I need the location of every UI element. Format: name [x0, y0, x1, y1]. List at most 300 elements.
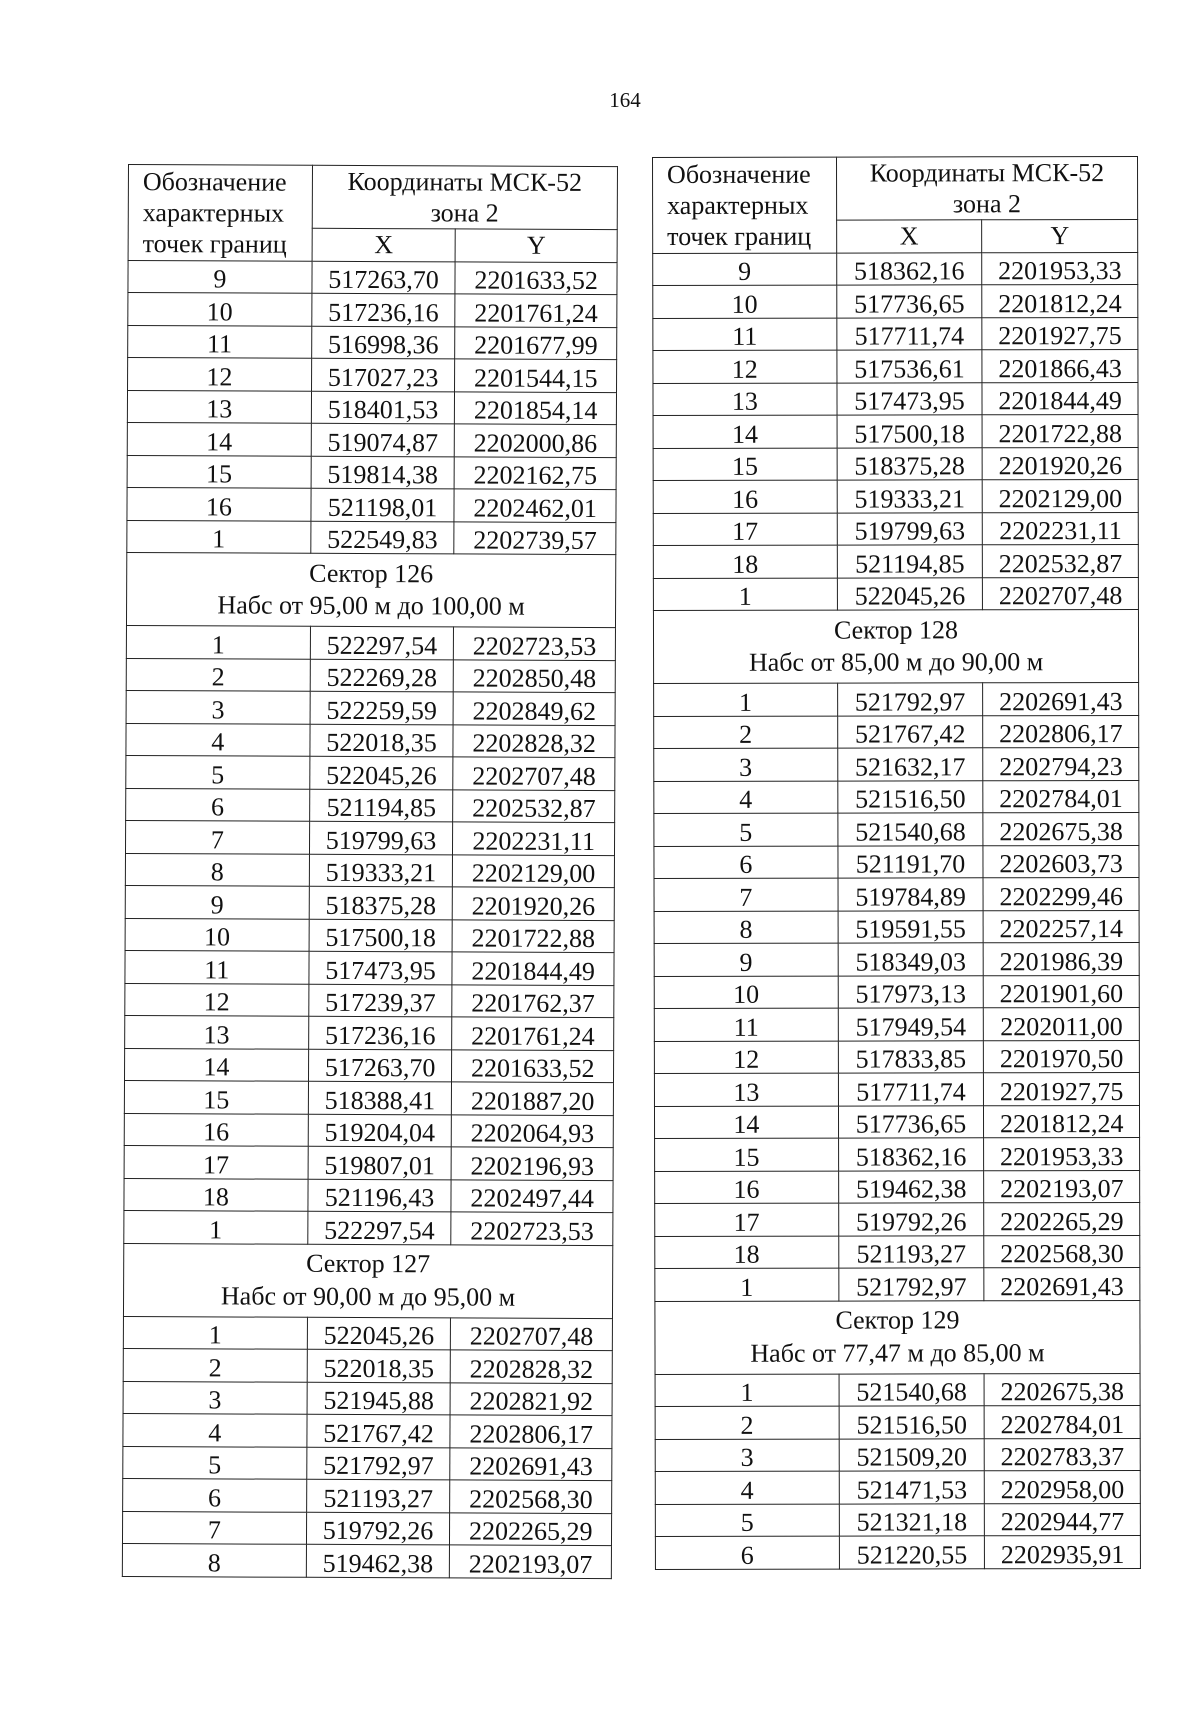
- y-coordinate: 2201812,24: [982, 285, 1138, 318]
- x-coordinate: 517711,74: [838, 1073, 984, 1106]
- table-row: [655, 1138, 1140, 1172]
- x-coordinate: 517236,16: [312, 293, 456, 326]
- x-coordinate: 517027,23: [311, 358, 455, 391]
- coordinates-zone: зона 2: [430, 198, 499, 228]
- point-number: 4: [655, 1471, 839, 1504]
- x-coordinate: 519814,38: [311, 456, 455, 489]
- x-axis-header: X: [312, 229, 456, 262]
- y-coordinate: 2201812,24: [984, 1105, 1140, 1138]
- x-coordinate: 522297,54: [308, 1211, 452, 1244]
- x-coordinate: 522018,35: [310, 724, 454, 757]
- y-coordinate: 2202850,48: [454, 659, 616, 692]
- y-coordinate: 2202000,86: [455, 424, 617, 457]
- table-row: [653, 545, 1138, 579]
- header-row: [128, 165, 617, 167]
- y-coordinate: 2202723,53: [454, 627, 616, 660]
- point-number: 4: [654, 781, 838, 814]
- coordinates-header: [312, 165, 618, 230]
- point-number: 14: [127, 423, 311, 456]
- point-number: 9: [125, 886, 309, 919]
- y-coordinate: 2202265,29: [450, 1512, 612, 1545]
- sector-height-range: Набс от 90,00 м до 95,00 м: [220, 1280, 516, 1312]
- y-coordinate: 2202162,75: [454, 456, 616, 489]
- y-coordinate: 2201986,39: [983, 943, 1139, 976]
- x-coordinate: 519462,38: [306, 1544, 450, 1577]
- y-coordinate: 2202675,38: [983, 813, 1139, 846]
- table-row: [123, 1479, 612, 1514]
- y-coordinate: 2201762,37: [452, 984, 614, 1017]
- point-designation-header-line: точек границ: [142, 228, 287, 259]
- table-row: [123, 1349, 612, 1384]
- x-coordinate: 521198,01: [311, 488, 455, 521]
- y-coordinate: 2202532,87: [983, 545, 1139, 578]
- x-coordinate: 522549,83: [311, 521, 455, 554]
- point-number: 15: [655, 1138, 839, 1171]
- sector-heading: [126, 553, 615, 628]
- point-designation-header-line: характерных: [142, 197, 285, 228]
- table-row: [127, 488, 616, 523]
- y-coordinate: 2202064,93: [452, 1114, 614, 1147]
- y-coordinate: 2202935,91: [985, 1536, 1141, 1569]
- point-number: 3: [126, 691, 310, 724]
- sector-heading-row: [123, 1243, 612, 1318]
- table-row: [127, 455, 616, 490]
- x-coordinate: 521196,43: [308, 1179, 452, 1212]
- point-number: 5: [655, 1504, 839, 1537]
- point-number: 9: [128, 260, 312, 293]
- x-coordinate: 521191,70: [838, 845, 984, 878]
- y-coordinate: 2202849,62: [453, 692, 615, 725]
- table-row: [124, 1211, 613, 1246]
- y-coordinate: 2202129,00: [453, 854, 615, 887]
- table-row: [125, 1016, 614, 1051]
- table-row: [123, 1414, 612, 1449]
- table-row: [654, 1040, 1139, 1074]
- y-coordinate: 2202231,11: [453, 822, 615, 855]
- x-coordinate: 516998,36: [311, 326, 455, 359]
- point-number: 5: [126, 756, 310, 789]
- y-coordinate: 2201722,88: [452, 919, 614, 952]
- x-coordinate: 517736,65: [836, 285, 982, 318]
- table-row: [653, 512, 1138, 546]
- y-coordinate: 2202011,00: [984, 1008, 1140, 1041]
- point-number: 8: [122, 1544, 306, 1577]
- y-coordinate: 2202603,73: [983, 845, 1139, 878]
- point-number: 1: [655, 1268, 839, 1301]
- point-number: 2: [126, 658, 310, 691]
- x-coordinate: 519204,04: [308, 1114, 452, 1147]
- point-number: 7: [654, 878, 838, 911]
- x-coordinate: 521516,50: [839, 1406, 985, 1439]
- y-coordinate: 2202568,30: [984, 1235, 1140, 1268]
- table-row: [127, 423, 616, 458]
- sector-heading-row: [655, 1300, 1140, 1374]
- point-number: 13: [654, 1073, 838, 1106]
- table-row: [653, 252, 1138, 286]
- point-number: 15: [124, 1081, 308, 1114]
- table-row: [655, 1503, 1140, 1537]
- y-coordinate: 2201953,33: [984, 1138, 1140, 1171]
- y-coordinate: 2202821,92: [450, 1382, 612, 1415]
- y-coordinate: 2201927,75: [984, 1073, 1140, 1106]
- x-coordinate: 517263,70: [308, 1049, 452, 1082]
- y-coordinate: 2201866,43: [982, 350, 1138, 383]
- y-coordinate: 2202707,48: [983, 577, 1139, 610]
- table-row: [654, 683, 1139, 717]
- y-coordinate: 2201887,20: [452, 1082, 614, 1115]
- table-row: [654, 1073, 1139, 1107]
- page-number: 164: [609, 88, 641, 112]
- table-row: [653, 415, 1138, 449]
- x-coordinate: 521767,42: [837, 715, 983, 748]
- x-coordinate: 521792,97: [306, 1447, 450, 1480]
- y-coordinate: 2202675,38: [984, 1373, 1140, 1406]
- x-coordinate: 517973,13: [838, 975, 984, 1008]
- table-row: [654, 878, 1139, 912]
- table-row: [125, 886, 614, 921]
- y-coordinate: 2202497,44: [451, 1179, 613, 1212]
- table-row: [654, 910, 1139, 944]
- y-coordinate: 2202193,07: [450, 1545, 612, 1578]
- table-row: [124, 1081, 613, 1116]
- sector-heading: [653, 610, 1138, 684]
- y-coordinate: 2201927,75: [982, 317, 1138, 350]
- point-number: 16: [653, 480, 837, 513]
- coordinates-zone: зона 2: [952, 189, 1022, 219]
- y-coordinate: 2202691,43: [450, 1447, 612, 1480]
- x-coordinate: 518362,16: [838, 1138, 984, 1171]
- point-number: 18: [653, 545, 837, 578]
- point-number: 1: [124, 1211, 308, 1244]
- table-row: [654, 1008, 1139, 1042]
- table-row: [125, 821, 614, 856]
- table-row: [655, 1438, 1140, 1472]
- sector-heading-row: [126, 553, 615, 628]
- table-row: [126, 626, 615, 661]
- point-number: 5: [123, 1446, 307, 1479]
- point-number: 3: [123, 1381, 307, 1414]
- table-row: [655, 1373, 1140, 1407]
- x-coordinate: 521632,17: [837, 748, 983, 781]
- y-coordinate: 2201953,33: [982, 252, 1138, 285]
- table-row: [655, 1406, 1140, 1440]
- coordinates-header: [836, 156, 1137, 220]
- table-row: [125, 951, 614, 986]
- table-row: [123, 1381, 612, 1416]
- table-row: [126, 756, 615, 791]
- y-coordinate: 2202462,01: [454, 489, 616, 522]
- y-coordinate: 2202828,32: [451, 1350, 613, 1383]
- x-coordinate: 519462,38: [838, 1170, 984, 1203]
- x-coordinate: 517263,70: [312, 261, 456, 294]
- point-number: 11: [128, 325, 312, 358]
- x-coordinate: 519333,21: [837, 480, 983, 513]
- table-row: [653, 577, 1138, 611]
- point-number: 12: [654, 1041, 838, 1074]
- table-row: [653, 447, 1138, 481]
- point-number: 7: [122, 1511, 306, 1544]
- point-number: 8: [654, 911, 838, 944]
- y-coordinate: 2201633,52: [452, 1049, 614, 1082]
- y-coordinate: 2202828,32: [453, 724, 615, 757]
- sector-height-range: Набс от 77,47 м до 85,00 м: [750, 1337, 1045, 1368]
- x-coordinate: 519784,89: [838, 878, 984, 911]
- coordinates-title: Координаты МСК-52: [347, 166, 583, 197]
- sector-heading: [655, 1300, 1140, 1374]
- sector-title: Сектор 129: [835, 1305, 960, 1335]
- y-coordinate: 2202129,00: [983, 480, 1139, 513]
- point-number: 11: [654, 1008, 838, 1041]
- x-coordinate: 517500,18: [309, 919, 453, 952]
- y-coordinate: 2201844,49: [982, 382, 1138, 415]
- y-coordinate: 2202257,14: [983, 910, 1139, 943]
- point-designation-header: [653, 157, 837, 253]
- table-row: [653, 317, 1138, 351]
- x-coordinate: 518362,16: [836, 252, 982, 285]
- point-number: 18: [655, 1236, 839, 1269]
- y-coordinate: 2201844,49: [452, 952, 614, 985]
- point-designation-header: [128, 165, 312, 261]
- point-number: 3: [655, 1439, 839, 1472]
- table-row: [655, 1471, 1140, 1505]
- point-designation-header-line: характерных: [667, 190, 809, 220]
- table-row: [655, 1170, 1140, 1204]
- point-number: 1: [653, 578, 837, 611]
- point-number: 6: [126, 788, 310, 821]
- point-number: 2: [654, 716, 838, 749]
- table-row: [128, 325, 617, 360]
- y-coordinate: 2202265,29: [984, 1203, 1140, 1236]
- table-row: [123, 1446, 612, 1481]
- y-coordinate: 2202707,48: [453, 757, 615, 790]
- x-coordinate: 521193,27: [838, 1235, 984, 1268]
- x-coordinate: 517239,37: [309, 984, 453, 1017]
- point-number: 13: [127, 390, 311, 423]
- x-coordinate: 517949,54: [838, 1008, 984, 1041]
- point-number: 13: [125, 1016, 309, 1049]
- sector-height-range: Набс от 85,00 м до 90,00 м: [748, 647, 1044, 677]
- point-designation-header-line: Обозначение: [142, 166, 287, 197]
- table-row: [654, 780, 1139, 814]
- table-row: [653, 350, 1138, 384]
- point-number: 4: [126, 723, 310, 756]
- table-row: [126, 723, 615, 758]
- y-coordinate: 2202568,30: [450, 1480, 612, 1513]
- point-number: 17: [655, 1203, 839, 1236]
- y-coordinate: 2202707,48: [451, 1317, 613, 1350]
- coordinates-table-left: [122, 164, 618, 1579]
- x-coordinate: 517473,95: [309, 951, 453, 984]
- table-row: [122, 1544, 611, 1579]
- x-coordinate: 519799,63: [837, 512, 983, 545]
- x-coordinate: 519792,26: [306, 1512, 450, 1545]
- table-row: [124, 1146, 613, 1181]
- x-coordinate: 518349,03: [838, 943, 984, 976]
- point-number: 14: [654, 1106, 838, 1139]
- point-number: 11: [125, 951, 309, 984]
- x-coordinate: 517833,85: [838, 1040, 984, 1073]
- table-row: [654, 748, 1139, 782]
- point-number: 1: [126, 626, 310, 659]
- y-coordinate: 2202784,01: [983, 780, 1139, 813]
- table-row: [122, 1511, 611, 1546]
- y-coordinate: 2201761,24: [452, 1017, 614, 1050]
- y-coordinate: 2202958,00: [985, 1471, 1141, 1504]
- point-designation-header-line: точек границ: [667, 221, 812, 251]
- table-row: [654, 943, 1139, 977]
- point-number: 17: [124, 1146, 308, 1179]
- y-coordinate: 2202784,01: [984, 1406, 1140, 1439]
- sector-heading-row: [653, 610, 1138, 684]
- point-number: 1: [123, 1316, 307, 1349]
- table-row: [655, 1235, 1140, 1269]
- y-coordinate: 2201920,26: [453, 887, 615, 920]
- y-coordinate: 2201970,50: [984, 1040, 1140, 1073]
- x-coordinate: 521516,50: [838, 780, 984, 813]
- x-coordinate: 518375,28: [309, 886, 453, 919]
- point-number: 9: [653, 253, 837, 286]
- y-coordinate: 2201633,52: [455, 261, 617, 294]
- x-coordinate: 521194,85: [837, 545, 983, 578]
- x-coordinate: 521540,68: [839, 1373, 985, 1406]
- point-number: 2: [123, 1349, 307, 1382]
- y-coordinate: 2201677,99: [455, 326, 617, 359]
- table-row: [654, 845, 1139, 879]
- table-row: [128, 293, 617, 328]
- y-coordinate: 2201901,60: [984, 975, 1140, 1008]
- x-coordinate: 521767,42: [307, 1414, 451, 1447]
- x-coordinate: 519074,87: [311, 423, 455, 456]
- x-coordinate: 517473,95: [837, 382, 983, 415]
- x-coordinate: 522297,54: [310, 626, 454, 659]
- x-coordinate: 517711,74: [837, 317, 983, 350]
- y-coordinate: 2202723,53: [451, 1212, 613, 1245]
- x-coordinate: 521540,68: [838, 813, 984, 846]
- x-coordinate: 522045,26: [307, 1317, 451, 1350]
- point-number: 13: [653, 383, 837, 416]
- x-coordinate: 522045,26: [309, 756, 453, 789]
- x-coordinate: 522045,26: [837, 577, 983, 610]
- y-coordinate: 2202299,46: [983, 878, 1139, 911]
- table-row: [124, 1178, 613, 1213]
- y-coordinate: 2202231,11: [983, 512, 1139, 545]
- y-coordinate: 2202196,93: [451, 1147, 613, 1180]
- x-coordinate: 517500,18: [837, 415, 983, 448]
- x-coordinate: 521194,85: [309, 789, 453, 822]
- point-number: 15: [127, 455, 311, 488]
- y-axis-header: Y: [455, 229, 617, 262]
- table-row: [125, 918, 614, 953]
- y-coordinate: 2202532,87: [453, 789, 615, 822]
- point-number: 1: [654, 683, 838, 716]
- y-coordinate: 2202783,37: [985, 1438, 1141, 1471]
- x-coordinate: 518375,28: [837, 447, 983, 480]
- table-row: [654, 1105, 1139, 1139]
- table-row: [127, 520, 616, 555]
- y-axis-header: Y: [982, 220, 1138, 253]
- table-row: [653, 285, 1138, 319]
- y-coordinate: 2201722,88: [982, 415, 1138, 448]
- point-number: 11: [653, 318, 837, 351]
- point-number: 17: [653, 513, 837, 546]
- x-coordinate: 517736,65: [838, 1105, 984, 1138]
- x-coordinate: 519792,26: [838, 1203, 984, 1236]
- x-coordinate: 519799,63: [309, 821, 453, 854]
- sector-height-range: Набс от 95,00 м до 100,00 м: [217, 590, 525, 621]
- table-row: [128, 358, 617, 393]
- y-coordinate: 2202691,43: [984, 1268, 1140, 1301]
- coordinates-title: Координаты МСК-52: [869, 158, 1105, 188]
- table-row: [125, 853, 614, 888]
- table-row: [653, 480, 1138, 514]
- y-coordinate: 2202806,17: [983, 715, 1139, 748]
- point-number: 14: [653, 415, 837, 448]
- table-row: [126, 658, 615, 693]
- point-number: 5: [654, 813, 838, 846]
- point-number: 1: [127, 520, 311, 553]
- x-coordinate: 518388,41: [308, 1081, 452, 1114]
- x-coordinate: 519807,01: [308, 1146, 452, 1179]
- coordinates-table-right: [652, 156, 1141, 1570]
- sector-title: Сектор 128: [833, 614, 959, 645]
- x-coordinate: 518401,53: [311, 391, 455, 424]
- point-number: 8: [125, 853, 309, 886]
- point-number: 14: [125, 1048, 309, 1081]
- sector-heading: [123, 1243, 612, 1318]
- x-coordinate: 521509,20: [839, 1438, 985, 1471]
- x-coordinate: 521220,55: [839, 1536, 985, 1569]
- point-number: 12: [125, 983, 309, 1016]
- point-number: 3: [654, 748, 838, 781]
- point-number: 6: [655, 1536, 839, 1569]
- x-coordinate: 522259,59: [310, 691, 454, 724]
- x-coordinate: 521792,97: [837, 683, 983, 716]
- table-row: [126, 691, 615, 726]
- point-number: 10: [653, 285, 837, 318]
- table-row: [655, 1268, 1140, 1302]
- y-coordinate: 2202739,57: [454, 521, 616, 554]
- table-row: [654, 715, 1139, 749]
- point-number: 18: [124, 1178, 308, 1211]
- y-coordinate: 2201761,24: [455, 294, 617, 327]
- point-number: 9: [654, 943, 838, 976]
- table-row: [125, 983, 614, 1018]
- point-number: 7: [125, 821, 309, 854]
- table-row: [653, 382, 1138, 416]
- y-coordinate: 2202193,07: [984, 1170, 1140, 1203]
- x-coordinate: 519333,21: [309, 854, 453, 887]
- point-number: 12: [128, 358, 312, 391]
- point-designation-header-line: Обозначение: [667, 159, 811, 189]
- table-row: [128, 260, 617, 295]
- table-row: [654, 813, 1139, 847]
- point-number: 4: [123, 1414, 307, 1447]
- point-number: 10: [654, 976, 838, 1009]
- y-coordinate: 2202944,77: [985, 1503, 1141, 1536]
- point-number: 2: [655, 1406, 839, 1439]
- table-row: [654, 975, 1139, 1009]
- x-coordinate: 521471,53: [839, 1471, 985, 1504]
- x-coordinate: 521792,97: [839, 1268, 985, 1301]
- x-coordinate: 522018,35: [307, 1349, 451, 1382]
- point-number: 12: [653, 350, 837, 383]
- x-coordinate: 521945,88: [307, 1382, 451, 1415]
- sector-title: Сектор 126: [309, 558, 434, 588]
- x-axis-header: X: [836, 220, 982, 252]
- table-row: [127, 390, 616, 425]
- point-number: 10: [128, 293, 312, 326]
- sector-title: Сектор 127: [306, 1248, 431, 1279]
